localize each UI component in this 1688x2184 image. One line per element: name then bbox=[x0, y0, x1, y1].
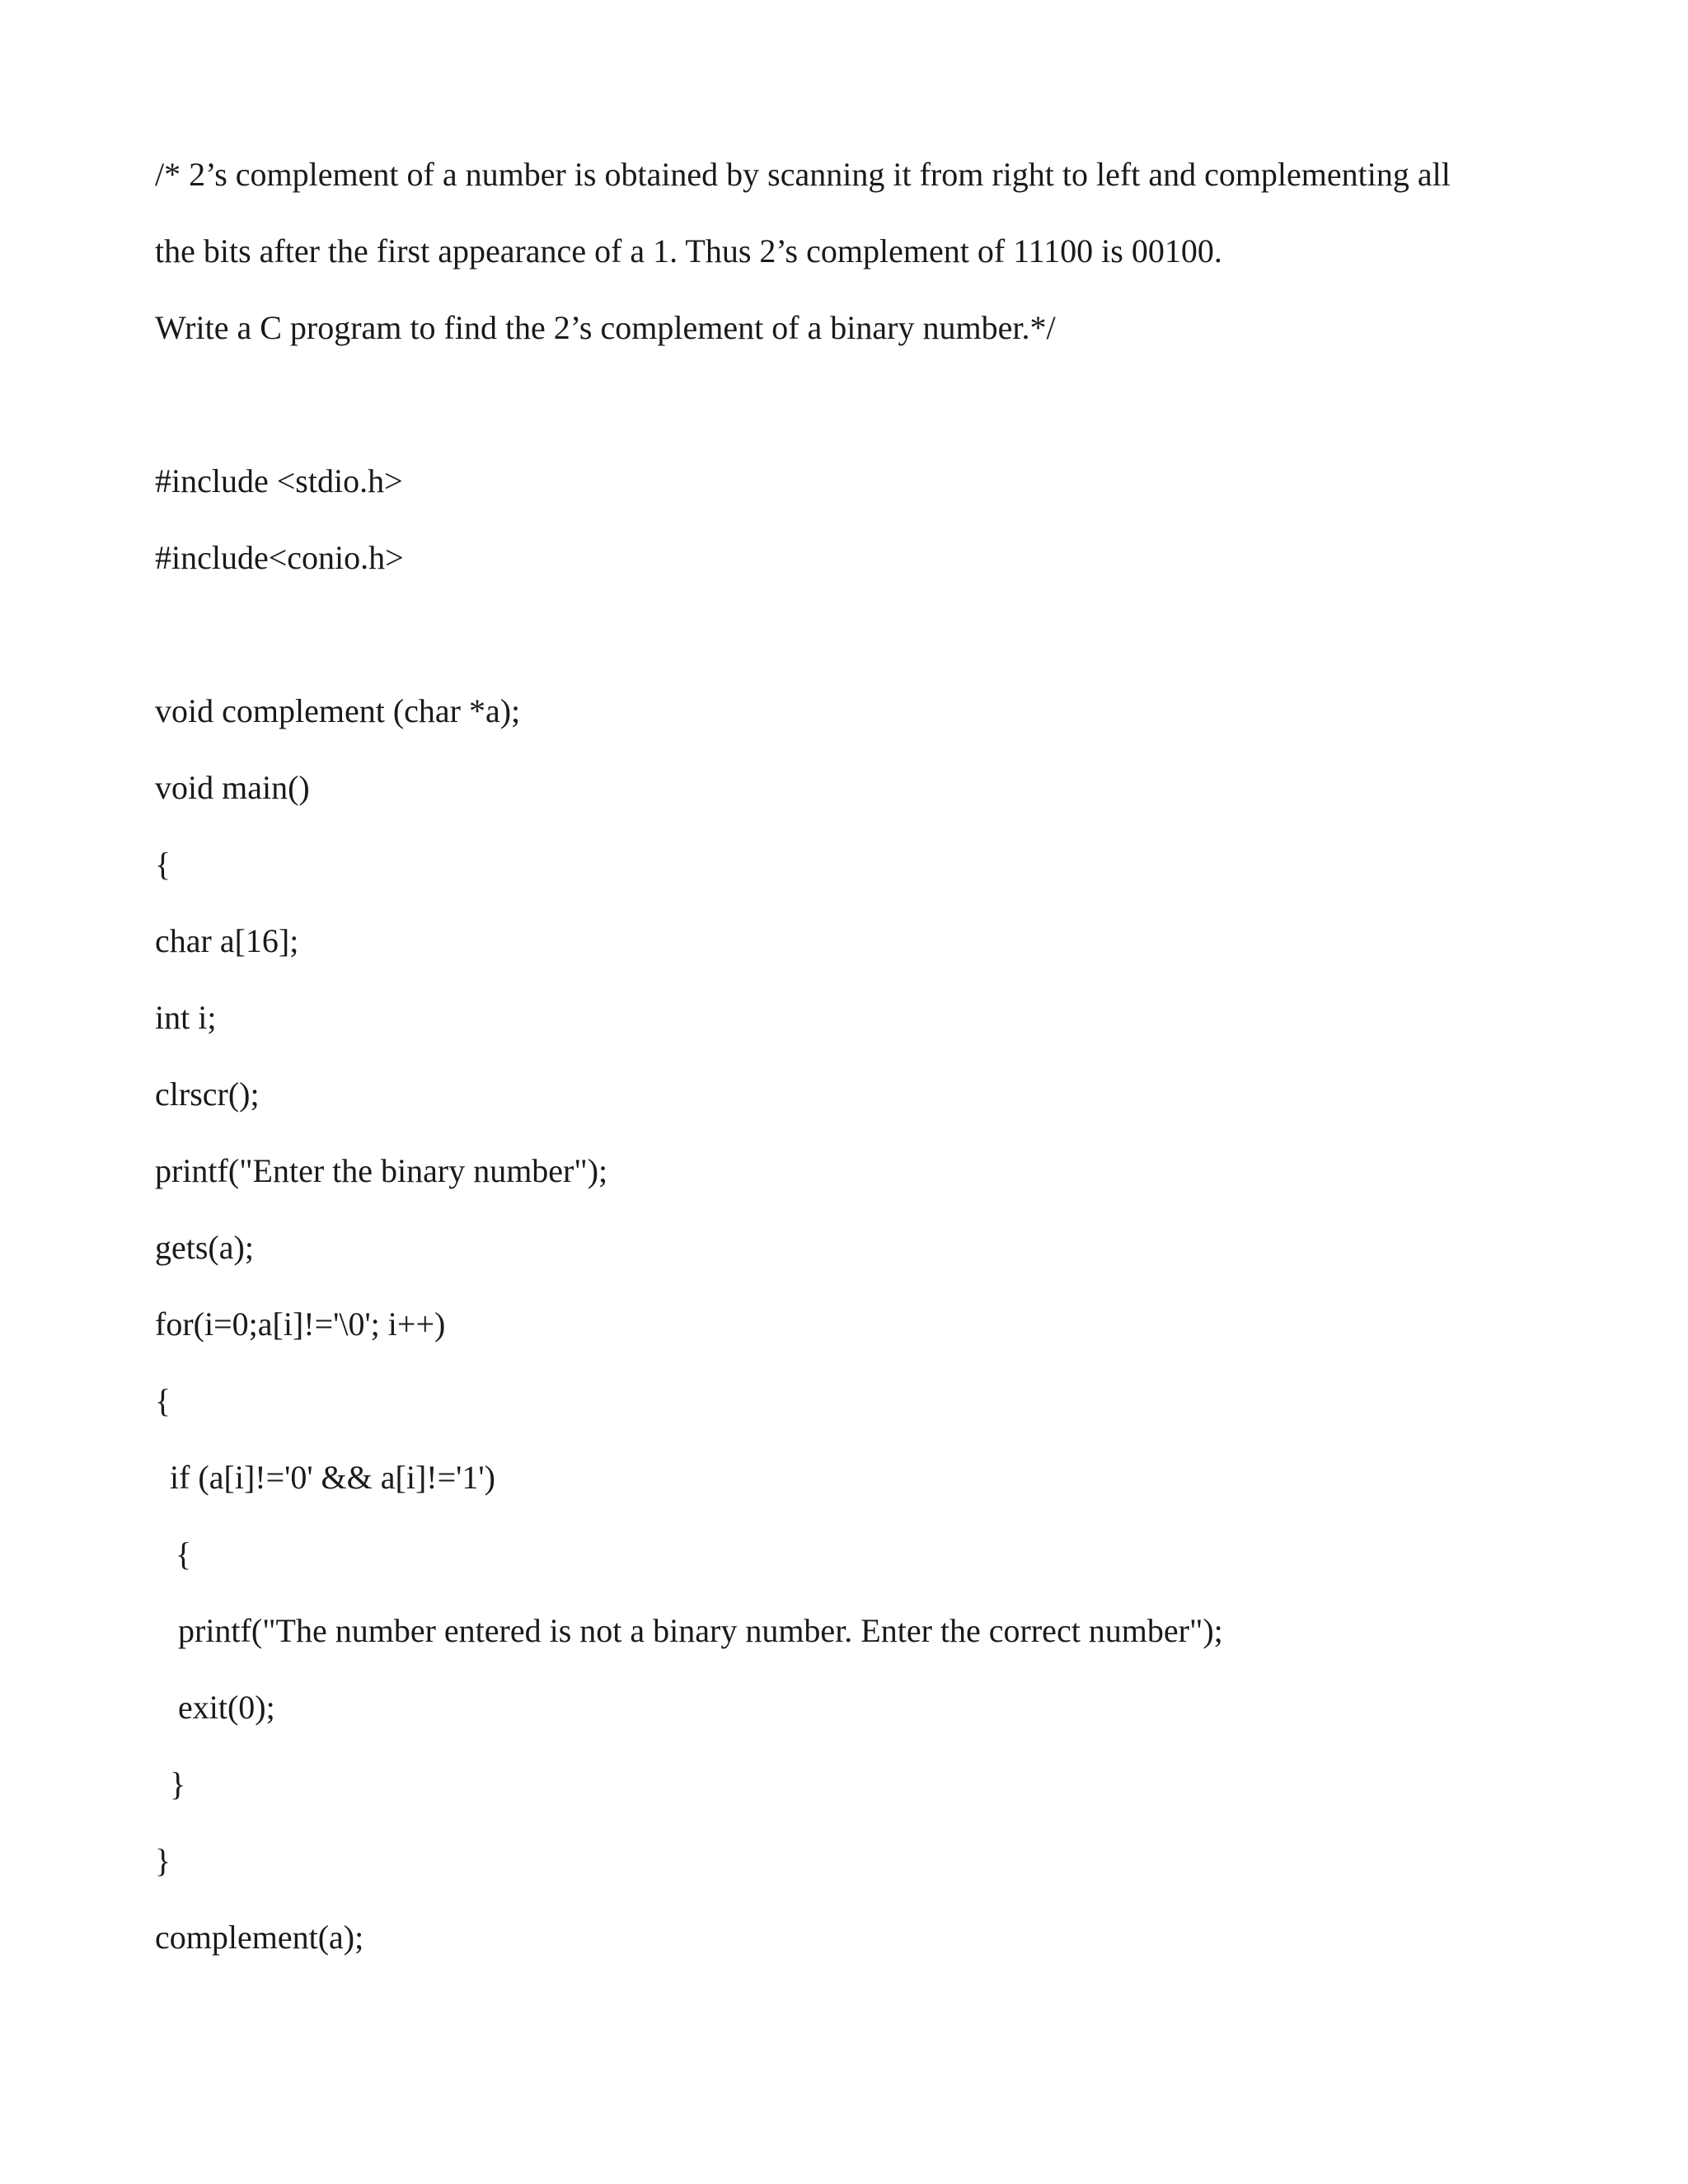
function-prototype: void complement (char *a); bbox=[155, 692, 521, 729]
declare-array: char a[16]; bbox=[155, 922, 299, 959]
if-condition: if (a[i]!='0' && a[i]!='1') bbox=[170, 1459, 495, 1496]
if-open-brace: { bbox=[176, 1535, 192, 1572]
main-signature: void main() bbox=[155, 769, 310, 806]
for-open-brace: { bbox=[155, 1382, 171, 1419]
for-close-brace: } bbox=[155, 1842, 171, 1879]
declare-int: int i; bbox=[155, 999, 217, 1036]
clrscr-call: clrscr(); bbox=[155, 1076, 260, 1113]
include-conio: #include<conio.h> bbox=[155, 539, 404, 576]
include-stdio: #include <stdio.h> bbox=[155, 462, 403, 499]
main-open-brace: { bbox=[155, 846, 171, 883]
gets-call: gets(a); bbox=[155, 1229, 254, 1266]
if-close-brace: } bbox=[170, 1765, 186, 1802]
complement-call: complement(a); bbox=[155, 1919, 364, 1956]
comment-line-2: the bits after the first appearance of a 1. Thus 2’s complement of 11100 is 00100. bbox=[155, 232, 1222, 269]
comment-line-3: Write a C program to find the 2’s complement of a binary number.*/ bbox=[155, 309, 1056, 346]
comment-line-1: /* 2’s complement of a number is obtained by scanning it from right to left and complementing all bbox=[155, 156, 1451, 193]
exit-call: exit(0); bbox=[178, 1689, 275, 1726]
for-loop: for(i=0;a[i]!='\0'; i++) bbox=[155, 1305, 446, 1343]
printf-error: printf("The number entered is not a binary number. Enter the correct number"); bbox=[178, 1612, 1223, 1649]
printf-prompt: printf("Enter the binary number"); bbox=[155, 1152, 608, 1189]
